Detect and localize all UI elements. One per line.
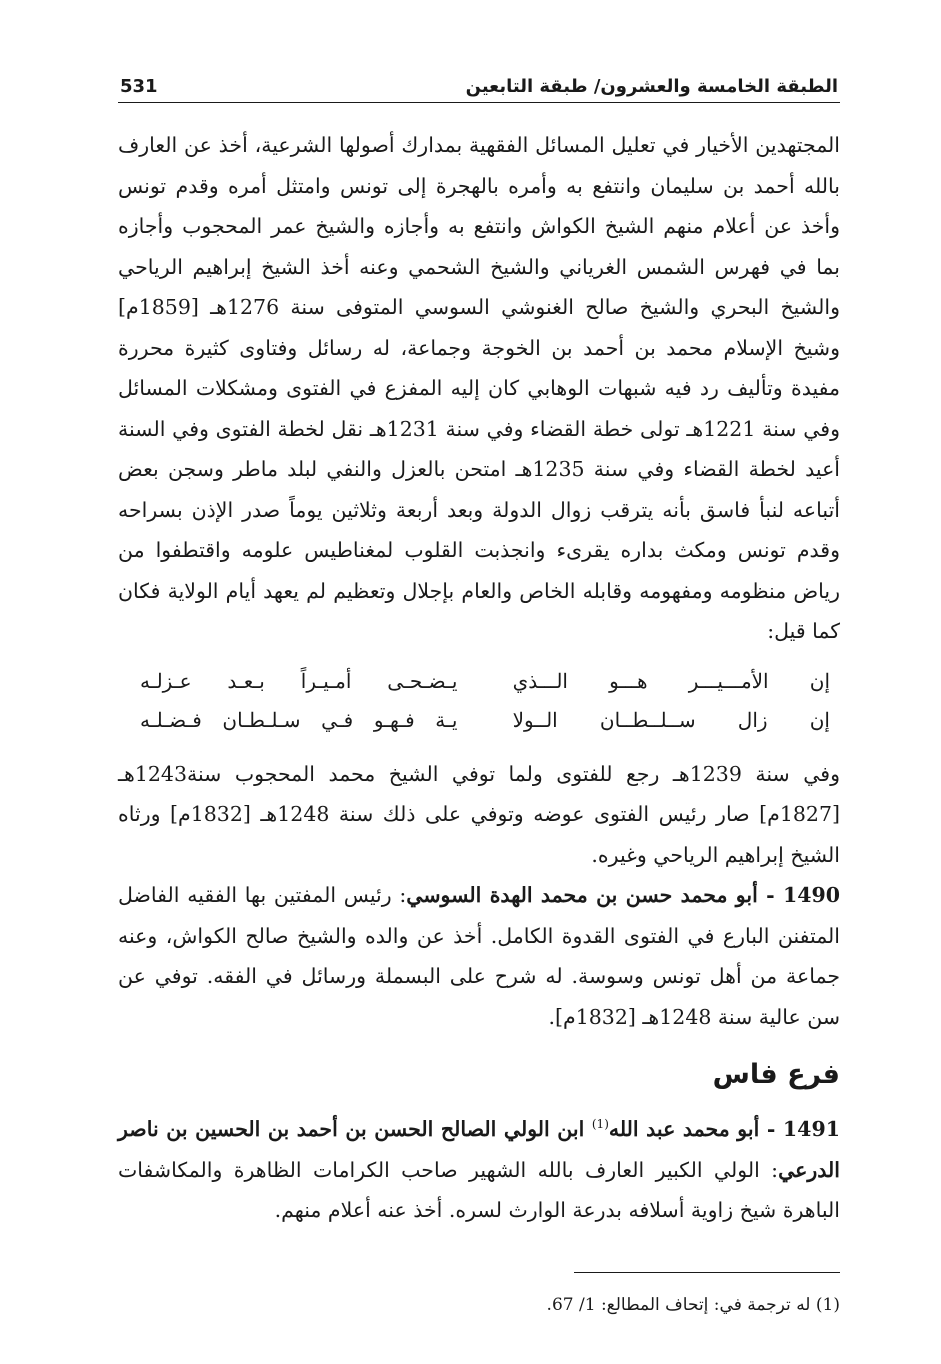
entry-1490-heading: 1490 - أبو محمد حسن بن محمد الهدة السوسي [406, 883, 840, 907]
main-text [118, 125, 840, 1231]
paragraph-entry-1490 [118, 875, 840, 1037]
footnote-divider [574, 1272, 840, 1273]
poem-line-1 [118, 662, 840, 701]
entry-1491-text: : الولي الكبير العارف بالله الشهير صاحب الكرامات الظاهرة والمكاشفات الباهرة شيخ زاوية أسلافه بدرعة الوارث لسره. أخذ عنه أعلام منهم. [118, 1157, 840, 1222]
entry-1491-heading-b: ابن الولي الصالح الحسن بن أحمد بن الحسين بن ناصر الدرعي [118, 1117, 840, 1182]
page [118, 70, 840, 1315]
page-number: 531 [120, 76, 158, 97]
running-title: الطبقة الخامسة والعشرون/ طبقة التابعين [465, 76, 838, 97]
footnote-ref-1[interactable]: (1) [591, 1117, 609, 1132]
paragraph-1: المجتهدين الأخيار في تعليل المسائل الفقهية بمدارك أصولها الشرعية، أخذ عن العارف بالله أحمد بن سليمان وانتفع به وأمره بالهجرة إلى تونس وامتثل أمره وقدم تونس وأخذ عن أعلام منهم الشيخ الكواش وانتفع به وأجازه والشيخ عمر المحجوب وأجازه بما في فهرس الشمس الغرياني والشيخ الشحمي وعنه أخذ الشيخ إبراهيم الرياحي والشيخ البحري والشيخ صالح الغنوشي السوسي المتوفى سنة 1276هـ [1859م] وشيخ الإسلام محمد بن أحمد بن الخوجة وجماعة، له رسائل وفتاوى كثيرة محررة مفيدة وتأليف رد فيه شبهات الوهابي كان إليه المفزع في الفتوى ومشكلات المسائل وفي سنة 1221هـ تولى خطة القضاء وفي سنة 1231هـ نقل لخطة الفتوى وفي السنة أعيد لخطة القضاء وفي سنة 1235هـ امتحن بالعزل والنفي لبلد ماطر وسجن بعض أتباعه لنبأ فاسق بأنه يترقب زوال الدولة وبعد أربعة وثلاثين يوماً صدر الإذن بسراحه وقدم تونس ومكث بداره يقرىء وانجذبت القلوب لمغناطيس علومه واقتطفوا من رياض منظومه ومفهومه وقابله الخاص والعام بإجلال وتعظيم لم يعهد أيام الولاية فكان كما قيل: [118, 133, 840, 643]
poem-line-2-first-hemistich: إن زال ســلــطــان الــولا [512, 707, 830, 732]
page-header [118, 70, 840, 103]
poem-line-2-second-hemistich: يـة فـهـو فـي سـلـطـان فـضـلـه [140, 707, 458, 732]
section-heading: فرع فاس [712, 1059, 840, 1090]
poem-line-2 [118, 701, 840, 740]
paragraph-2: وفي سنة 1239هـ رجع للفتوى ولما توفي الشيخ محمد المحجوب سنة1243هـ [1827م] صار رئيس الفتوى عوضه وتوفي على ذلك سنة 1248هـ [1832م] ورثاه الشيخ إبراهيم الرياحي وغيره. [118, 761, 840, 867]
entry-1491-heading-a: 1491 - أبو محمد عبد الله [608, 1117, 840, 1141]
poem-line-1-second-hemistich: يـضـحـى أمـيـراً بـعـد عـزلـه [140, 668, 458, 693]
poem [118, 662, 840, 740]
paragraph-entry-1491 [118, 1109, 840, 1231]
footnote-1: (1) له ترجمة في: إتحاف المطالع: 1/ 67. [546, 1295, 840, 1315]
entry-1490-text: : رئيس المفتين بها الفقيه الفاضل المتفنن البارع في الفتوى القدوة الكامل. أخذ عن والده والشيخ صالح الكواش، وعنه جماعة من أهل تونس وسوسة. له شرح على البسملة ورسائل في الفقه. توفي عن سن عالية سنة 1248هـ [1832م]. [118, 883, 840, 1029]
poem-line-1-first-hemistich: إن الأمـــيـــر هـــو الـــذي [512, 668, 830, 693]
